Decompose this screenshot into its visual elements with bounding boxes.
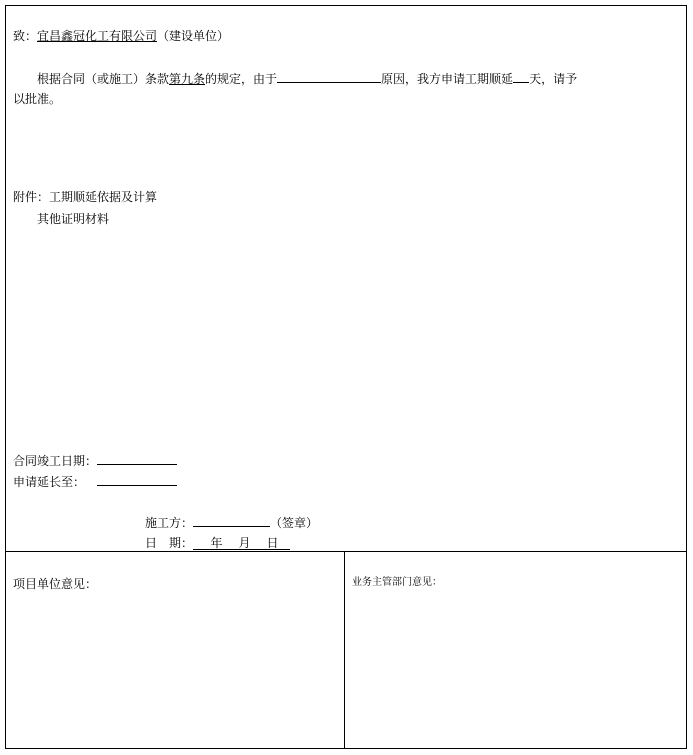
unit-note: （建设单位） <box>157 29 230 43</box>
month-label: 月 <box>238 536 251 550</box>
request-paragraph-end: 以批准。 <box>13 92 62 106</box>
company-name: 宜昌鑫冠化工有限公司 <box>37 29 158 43</box>
request-text-d: 天，请予 <box>529 72 578 86</box>
extension-label: 申请延长至： <box>13 475 86 489</box>
attachment-item-2: 其他证明材料 <box>37 212 110 226</box>
attachment-item-1: 工期顺延依据及计算 <box>49 190 158 204</box>
date-label: 日 期： <box>145 536 194 550</box>
date-line <box>145 535 290 551</box>
contract-completion-blank[interactable] <box>97 452 177 465</box>
extension-blank[interactable] <box>97 473 177 486</box>
extension-line <box>13 473 177 490</box>
addressee-line <box>13 28 229 44</box>
request-text-c: 原因，我方申请工期顺延 <box>381 72 514 86</box>
days-blank[interactable] <box>513 70 529 83</box>
column-divider <box>344 551 345 749</box>
request-text-b: 的规定，由于 <box>205 72 278 86</box>
contractor-blank[interactable] <box>193 514 270 527</box>
year-label: 年 <box>210 536 223 550</box>
seal-note: （签章） <box>270 516 319 530</box>
to-label: 致： <box>13 29 38 43</box>
clause-number: 第九条 <box>169 72 206 86</box>
section-divider <box>5 551 687 552</box>
request-text-a: 根据合同（或施工）条款 <box>37 72 170 86</box>
contractor-label: 施工方： <box>145 516 194 530</box>
contractor-line <box>145 514 318 531</box>
form-frame <box>5 5 687 749</box>
contract-completion-label: 合同竣工日期： <box>13 454 98 468</box>
project-unit-opinion-label: 项目单位意见： <box>13 577 98 591</box>
attachments-label: 附件： <box>13 190 50 204</box>
day-label: 日 <box>266 536 279 550</box>
contract-completion-line <box>13 452 177 469</box>
reason-blank[interactable] <box>277 70 381 83</box>
request-paragraph <box>37 70 577 87</box>
dept-opinion-label: 业务主管部门意见： <box>352 577 442 588</box>
date-blank[interactable] <box>193 535 290 550</box>
attachments-line <box>13 189 157 205</box>
